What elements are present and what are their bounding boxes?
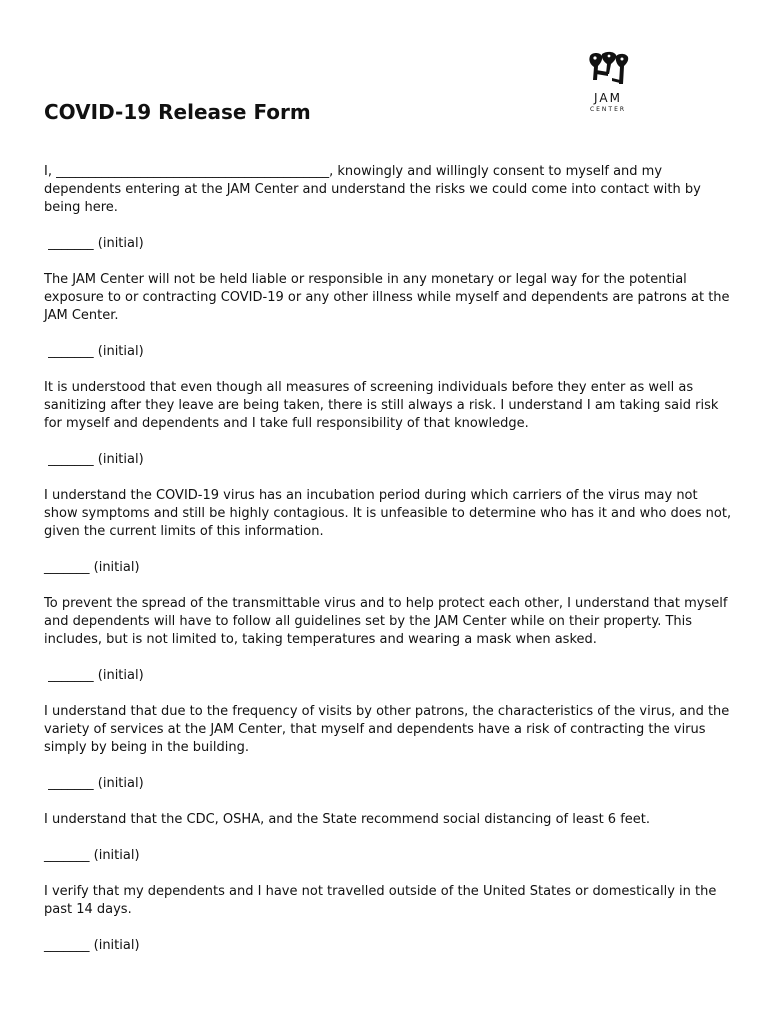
- initial-field-3[interactable]: _______ (initial): [44, 452, 144, 467]
- initial-field-8[interactable]: _______ (initial): [44, 938, 140, 953]
- initial-field-4[interactable]: _______ (initial): [44, 560, 140, 575]
- risk-paragraph: It is understood that even though all measures of screening individuals before they enter as well as sanitizing after they leave are being taken, there is still always a risk. I understand I am taking said risk for myself and dependents and I take full responsibility of that knowledge.: [44, 380, 719, 431]
- distancing-paragraph: I understand that the CDC, OSHA, and the State recommend social distancing of least 6 feet.: [44, 812, 651, 827]
- logo-jam-text: JAM: [594, 91, 622, 105]
- page-title: COVID-19 Release Form: [44, 100, 311, 124]
- travel-paragraph: I verify that my dependents and I have not travelled outside of the United States or domestically in the past 14 days.: [44, 884, 717, 917]
- consent-paragraph: I, __________________________________________, knowingly and willingly consent to myself and my dependents entering at the JAM Center and understand the risks we could come into contact with by being here.: [44, 164, 701, 215]
- initial-field-5[interactable]: _______ (initial): [44, 668, 144, 683]
- incubation-paragraph: I understand the COVID-19 virus has an incubation period during which carriers of the virus may not show symptoms and still be highly contagious. It is unfeasible to determine who has it and who does not, given the current limits of this information.: [44, 488, 732, 539]
- guidelines-paragraph: To prevent the spread of the transmittable virus and to help protect each other, I understand that myself and dependents will have to follow all guidelines set by the JAM Center while on their property. This includes, but is not limited to, taking temperatures and wearing a mask when asked.: [44, 596, 728, 647]
- jam-center-logo: [582, 50, 634, 120]
- exposure-paragraph: I understand that due to the frequency of visits by other patrons, the characteristics of the virus, and the variety of services at the JAM Center, that myself and dependents have a risk of contracting the virus simply by being in the building.: [44, 704, 730, 755]
- initial-field-7[interactable]: _______ (initial): [44, 848, 140, 863]
- initial-field-2[interactable]: _______ (initial): [44, 344, 144, 359]
- initial-field-1[interactable]: _______ (initial): [44, 236, 144, 251]
- logo-center-text: CENTER: [589, 106, 627, 113]
- jam-logo-icon: [582, 50, 634, 94]
- liability-paragraph: The JAM Center will not be held liable or responsible in any monetary or legal way for the potential exposure to or contracting COVID-19 or any other illness while myself and dependents are patrons at the JAM Center.: [44, 272, 730, 323]
- initial-field-6[interactable]: _______ (initial): [44, 776, 144, 791]
